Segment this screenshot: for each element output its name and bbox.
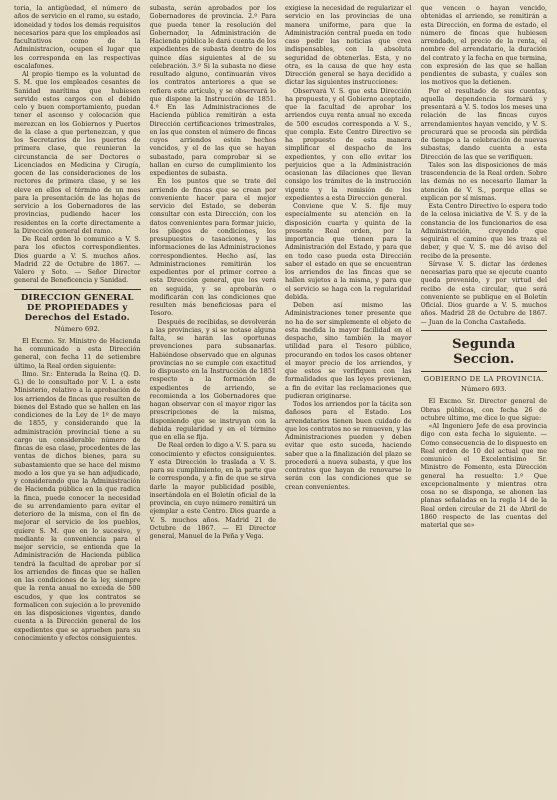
paragraph: De Real orden lo comunico a V. S. para los efectos correspondientes. Dios guarde a V. S. muchos años. Madrid 22 de Octubre de 1867. — Valero y Soto. — Señor Director general de Beneficencia y Sanidad. bbox=[14, 235, 141, 285]
section-title: DIRECCION GENERAL DE PROPIEDADES y Derechos del Estado. bbox=[20, 292, 134, 323]
paragraph: El Excmo. Sr. Ministro de Hacienda ha comunicado a esta Dirección general, con fecha 11 de setiembre último, la Real orden siguiente: bbox=[14, 336, 141, 370]
divider bbox=[421, 330, 548, 331]
paragraph: Esta Centro Directivo lo espera todo de la celosa iniciativa de V. S. y de la constancia de los funcionarios de esa Administración, creyendo que seguirán el camino que les traza el deber, y que V. S. me dé aviso del recibo de la presente. bbox=[420, 202, 547, 260]
paragraph: subasta, serán aprobados por los Gobernadores de provincia. 2.º Para que pueda tener la resolución del Gobernador, la Administración de Hacienda pública le dará cuenta de los expedientes de subasta dentro de los quince días siguientes al de su celebración. 3.º Si la subasta no diese resultado alguno, continuarán vivos los contratos anteriores a que se refiera este artículo, y se observará lo que dispone la Instrucción de 1851. 4.º En las Administraciones de Hacienda pública remitirán a esta Dirección certificaciones trimestrales, en las que consten el número de fincas cuyos arriendos estén hechos vencidos, y el de las que se hayan subastado, para comprobar si se hallan en curso de cumplimiento los expedientes de subasta. bbox=[149, 4, 276, 177]
paragraph: Conviene que V. S. fije muy especialmente su atención en la disposición cuarta y quinta de la presente Real orden, por la importancia que tienen para la Administración del Estado, y para que en todo caso pueda esta Dirección saber el estado en que se encuentran los arriendos de las fincas que se hallen sujetos a la misma, y para que el servicio se haga con la regularidad debida. bbox=[285, 202, 412, 301]
paragraph: Deben así mismo las Administraciones tener presente que no ha de ser simplemente el objeto de esta medida la mayor facilidad en el despacho, sino también la mayor utilidad para el Tesoro público, procurando en todos los casos obtener el mayor precio de los arriendos, y que estos se verifiquen con las formalidades que las leyes previenen, a fin de evitar las reclamaciones que pudieran originarse. bbox=[285, 301, 412, 400]
divider bbox=[421, 371, 548, 372]
paragraph: que vencen o hayan vencido, obtenidas el arriendo, se remitirán a esta Dirección, en forma de estado, el número de fincas que hubiesen arrendado, el precio de la renta, el nombre del arrendatario, la duración del contrato y la fecha en que termina, con expresión de las que se hallan pendientes de subasta, y cuáles son los motivos que la detienen. bbox=[420, 4, 547, 87]
column-4 bbox=[421, 4, 548, 794]
order-number: Número 693. bbox=[461, 385, 507, 393]
paragraph: exigiese la necesidad de regularizar el servicio en las provincias de una manera uniforme, para que la Administración central pueda en todo caso pedir las noticias que crea indispensables, con la absoluta seguridad de obtenerlas. Esta, y no otra, es la causa de que hoy esta Dirección general se haya decidido a dictar las siguientes instrucciones: bbox=[285, 4, 412, 87]
paragraph: De Real orden lo digo a V. S. para su conocimiento y efectos consiguientes. Y esta Dirección lo traslada a V. S. para su cumplimiento, en la parte que le corresponda, y a fin de que se sirva darle la mayor publicidad posible, insertándola en el Boletín oficial de la provincia, en cuyo número remitirá un ejemplar a este Centro. Dios guarde a V. S. muchos años. Madrid 21 de Octubre de 1867. — El Director general, Manuel de la Peña y Vega. bbox=[149, 441, 276, 540]
paragraph: Tales son las disposiciones de más trascendencia de la Real orden. Sobre las demás no es necesario llamar la atención de V. S., porque ellas se explican por sí mismas. bbox=[420, 160, 547, 202]
paragraph: Después de recibidas, se devolverán a las provincias, y si se notase alguna falta, se harán las oportunas prevenciones para subsanarlas. Habiéndose observado que en algunas provincias no se cumple con exactitud lo dispuesto en la Instrucción de 1851 respecto a la formación de expedientes de arriendo, se recomienda a los Gobernadores que hagan observar con el mayor rigor las prescripciones de la misma, disponiendo que se instruyan con la debida regularidad y en el término que en ella se fija. bbox=[149, 317, 276, 441]
paragraph: Al propio tiempo es la voluntad de S. M. que los empleados cesantes de Sanidad marítima que hubiesen servido estos cargos con el debido celo y buen comportamiento, puedan tener el ascenso y colocación que merezcan en los Gobiernos y Puertos de la clase a que pertenezcan, y que los Secretarios de los puertos de primera clase, que reunieran la circunstancia de ser Doctores o Licenciados en Medicina y Cirugía, gocen de las consideraciones de los rectores de primera clase, y se les eleve en ellos el término de un mes para la presentación de las hojas de servicio a los Gobernadores de las provincias, pudiendo hacer los residentes en la corte directamente a la Dirección general del ramo. bbox=[14, 70, 141, 235]
paragraph: Ilmo. Sr.: Enterada la Reina (Q. D. G.) de lo consultado por V. I. a este Ministerio, relativo a la aprobación de los arriendos de fincas que resulten de bienes del Estado que se hallen en las condiciones de la Ley de 1º de mayo de 1855, y considerando que la administración provincial tiene a su cargo un considerable número de fincas de esa clase, procedentes de las ventas de dichos bienes, para su subastamiento que se hace del mismo modo a los que ya se han adjudicado, y considerando que la Administración de Hacienda pública en la que radica la finca, puede conocer la necesidad de su arrendamiento para evitar el deterioro de la misma, con el fin de mejorar el servicio de los pueblos, quiere S. M. que en lo sucesivo, y mediante la conveniencia para el mejor servicio, se entienda que la Administración de Hacienda pública tendrá la facultad de aprobar por sí los arriendos de fincas que se hallen en las condiciones de la ley, siempre que la renta anual no exceda de 500 escudos, y que los contratos se formalicen con sujeción a lo prevenido en las disposiciones vigentes, dando cuenta a la Dirección general de los expedientes que se aprueben para su conocimiento y efectos consiguientes. bbox=[14, 369, 141, 642]
column-2 bbox=[150, 4, 277, 794]
paragraph: Todos los arriendos por la tácita son dañosos para el Estado. Los arrendatarios tienen buen cuidado de que los contratos no se renueven, y las Administraciones pueden y deben evitar que esto suceda, haciendo saber que a la finalización del plazo se procederá a nueva subasta, y que los contratos que hayan de renovarse lo serán con las condiciones que se crean convenientes. bbox=[285, 400, 412, 491]
paragraph: El Excmo. Sr. Director general de Obras públicas, con fecha 26 de octubre último, me dice lo que sigue: bbox=[420, 397, 547, 422]
order-number: Número 692. bbox=[54, 324, 100, 333]
column-1 bbox=[14, 4, 141, 794]
paragraph: Sírvase V. S. dictar las órdenes necesarias para que se ejecute cuanto queda prevenido, y por virtud del recibo de esta circular, que será conveniente se publique en el Boletín Oficial. Dios guarde a V. S. muchos años. Madrid 28 de Octubre de 1867. — Juan de la Concha Castañeda. bbox=[420, 259, 547, 326]
paragraph: «Al Ingeniero Jefe de esa provincia digo con esta fecha lo siguiente. — Como consecuencia de lo dispuesto en Real orden de 10 del actual que me comunicó el Excelentísimo Sr. Ministro de Fomento, esta Dirección general ha resuelto: 1.º Que excepcionalmente y mientras otra cosa no se disponga, se abonen las planas señaladas en la regla 14 de la Real orden circular de 21 de Abril de 1860 respecto de las cuentas del material que se» bbox=[420, 422, 547, 529]
columns bbox=[14, 4, 547, 794]
paragraph: Observará V. S. que esta Dirección ha propuesto, y el Gobierno aceptado, que la facultad de aprobar los arriendos cuya renta anual no exceda de 500 escudos corresponda a V. S., que compla. Este Centro Directivo se ha propuesto de esta manera simplificar el despacho de los expedientes, y con ello evitar los perjuicios que a la Administración ocasionan las dilaciones que llevan consigo los trámites de la instrucción vigente y la remisión de los expedientes a esta Dirección general. bbox=[285, 86, 412, 202]
government-heading: GOBIERNO DE LA PROVINCIA. bbox=[423, 374, 544, 383]
divider bbox=[14, 289, 141, 290]
section-heading: Segunda Seccion. bbox=[452, 336, 516, 367]
paragraph: toria, la antigüedad, el número de años de servicio en el ramo, su estado, idoneidad y todos los demás requisitos necesarios para que los empleados así facultativos como de la Administracion, ocupen el lugar que les corresponda en las respectivas escalafones. bbox=[14, 4, 141, 70]
column-3 bbox=[285, 4, 412, 794]
paragraph: Por el resultado de sus cuentas, aquella dependencia formará y presentará a V. S. todos los meses una relación de las fincas cuyos arrendamientos hayan vencido, y V. S. procurará que se proceda sin pérdida de tiempo a la celebración de nuevas subastas, dando cuenta a esta Dirección de las que se verifiquen. bbox=[420, 86, 547, 161]
paragraph: En los puntos que se trate del arriendo de fincas que se crean por conveniente hacer para el mejor servicio del Estado, se deberán consultar con esta Dirección, con los datos convenientes para formar juicio, los pliegos de condiciones, los presupuestos o tasaciones, y las informaciones de las Administraciones correspondientes. Hecho así, las Administraciones remitirán los expedientes por el primer correo a esta Dirección general, que los verá en seguida, y se aprobarán o modificarán con las condiciones que resulten más beneficiosas para el Tesoro. bbox=[149, 177, 276, 318]
